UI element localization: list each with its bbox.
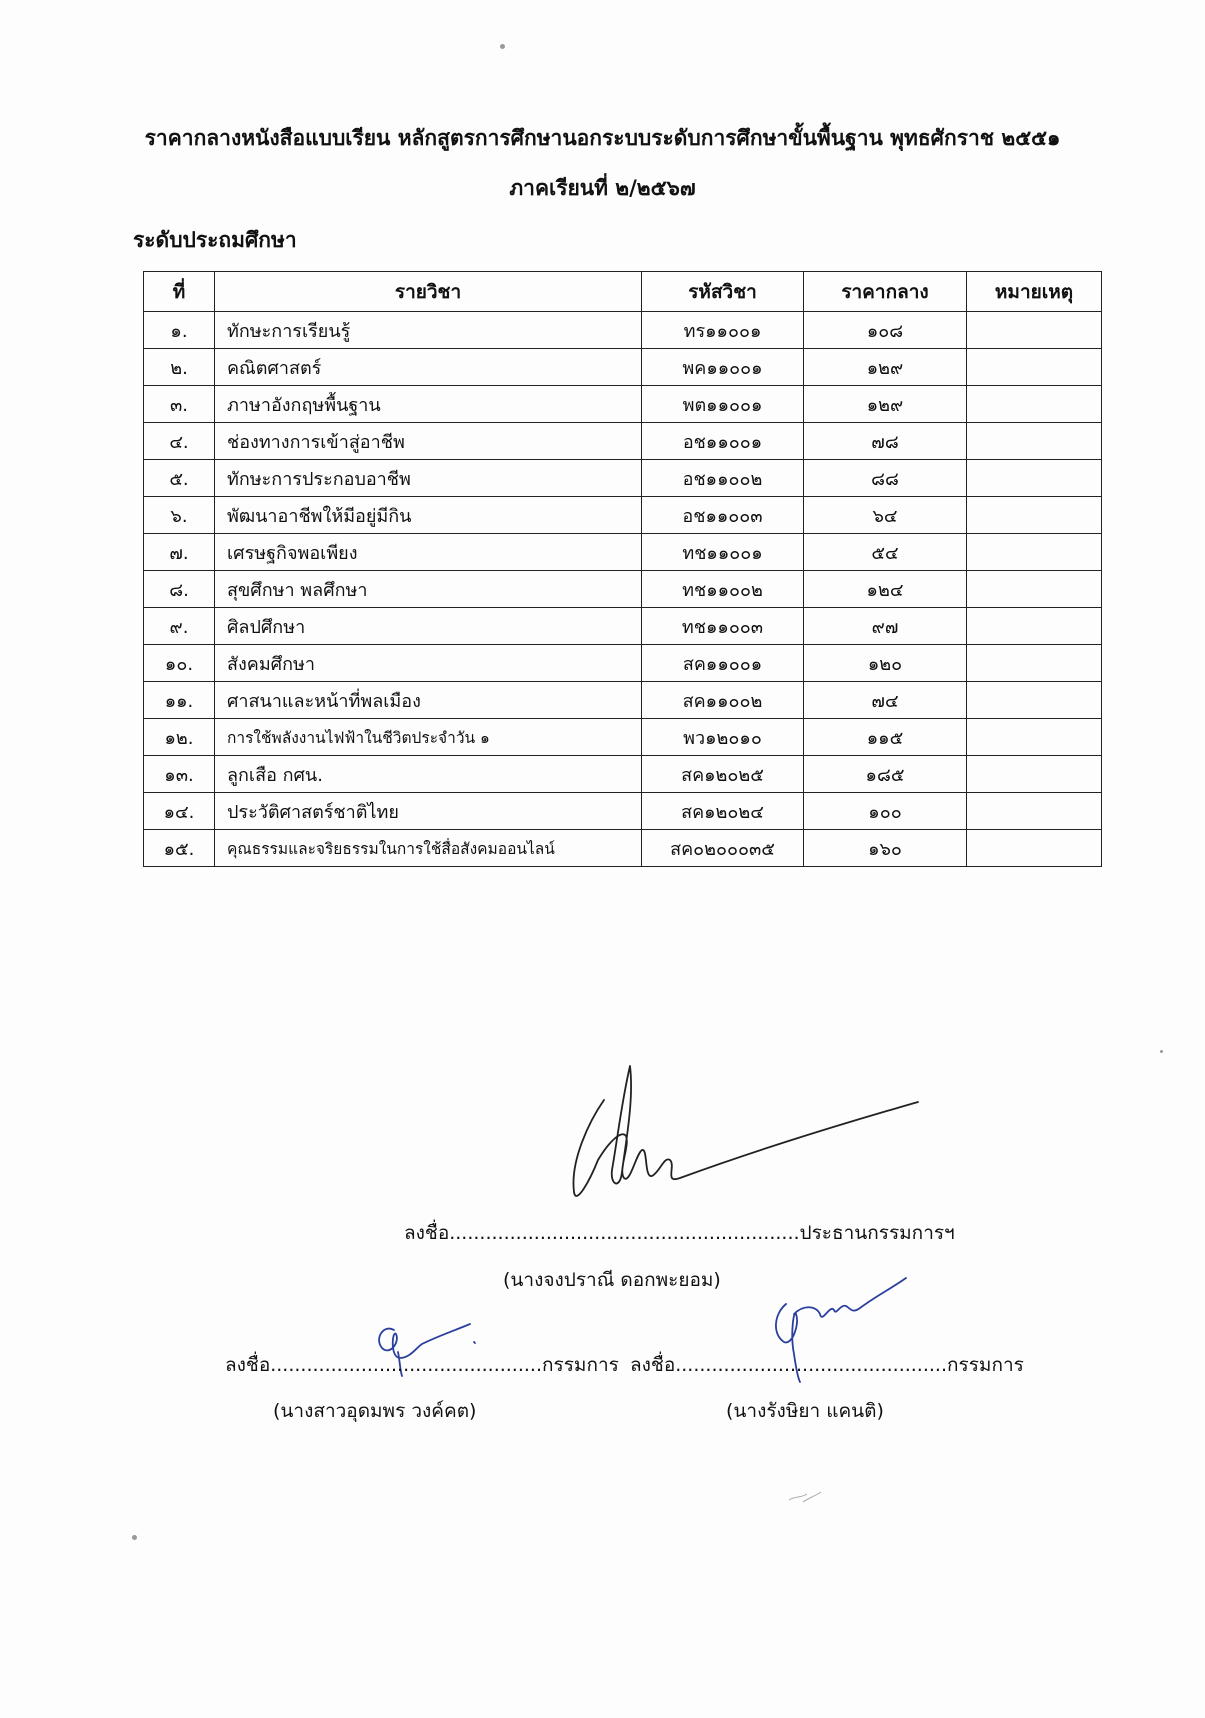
table-row	[144, 497, 1102, 534]
header-no: ที่	[144, 272, 215, 312]
member1-name: (นางสาวอุดมพร วงค์คต)	[273, 1400, 477, 1422]
header-code: รหัสวิชา	[642, 272, 804, 312]
row-note	[967, 349, 1102, 386]
table-row	[144, 312, 1102, 349]
row-price: ๗๔	[804, 682, 967, 719]
row-subject: สุขศึกษา พลศึกษา	[215, 571, 642, 608]
row-note	[967, 571, 1102, 608]
row-code: อช๑๑๐๐๓	[642, 497, 804, 534]
row-subject: เศรษฐกิจพอเพียง	[215, 534, 642, 571]
row-note	[967, 460, 1102, 497]
table-row	[144, 793, 1102, 830]
row-subject: พัฒนาอาชีพให้มีอยู่มีกิน	[215, 497, 642, 534]
row-number: ๑๑.	[144, 682, 215, 719]
price-table	[143, 271, 1102, 867]
row-number: ๑๓.	[144, 756, 215, 793]
table-row	[144, 534, 1102, 571]
row-code: สค๑๒๐๒๕	[642, 756, 804, 793]
scan-speck	[500, 44, 505, 49]
row-note	[967, 312, 1102, 349]
table-row	[144, 349, 1102, 386]
row-number: ๑.	[144, 312, 215, 349]
row-note	[967, 682, 1102, 719]
row-subject: การใช้พลังงานไฟฟ้าในชีวิตประจำวัน ๑	[215, 719, 642, 756]
row-code: อช๑๑๐๐๑	[642, 423, 804, 460]
row-number: ๓.	[144, 386, 215, 423]
row-number: ๕.	[144, 460, 215, 497]
row-subject: ประวัติศาสตร์ชาติไทย	[215, 793, 642, 830]
row-note	[967, 645, 1102, 682]
row-price: ๑๒๙	[804, 349, 967, 386]
member1-sign-line: ลงชื่อ.............................................กรรมการ	[225, 1354, 619, 1376]
row-price: ๑๑๕	[804, 719, 967, 756]
table-row	[144, 682, 1102, 719]
row-code: ทช๑๑๐๐๓	[642, 608, 804, 645]
row-number: ๑๔.	[144, 793, 215, 830]
member2-sign-line: ลงชื่อ.............................................กรรมการ	[630, 1354, 1024, 1376]
table-row	[144, 645, 1102, 682]
row-code: พต๑๑๐๐๑	[642, 386, 804, 423]
row-number: ๑๒.	[144, 719, 215, 756]
row-subject: คุณธรรมและจริยธรรมในการใช้สื่อสังคมออนไลน์	[215, 830, 642, 867]
chair-name: (นางจงปราณี ดอกพะยอม)	[503, 1269, 721, 1291]
row-code: ทช๑๑๐๐๒	[642, 571, 804, 608]
row-note	[967, 423, 1102, 460]
row-number: ๒.	[144, 349, 215, 386]
row-price: ๑๐๐	[804, 793, 967, 830]
row-code: พว๑๒๐๑๐	[642, 719, 804, 756]
row-number: ๔.	[144, 423, 215, 460]
row-price: ๑๐๘	[804, 312, 967, 349]
row-code: สค๑๑๐๐๑	[642, 645, 804, 682]
row-code: อช๑๑๐๐๒	[642, 460, 804, 497]
row-code: พค๑๑๐๐๑	[642, 349, 804, 386]
scan-speck	[1160, 1050, 1163, 1053]
row-note	[967, 793, 1102, 830]
table-header-row	[144, 272, 1102, 312]
member2-name: (นางรังษิยา แคนติ)	[726, 1400, 884, 1422]
row-price: ๗๘	[804, 423, 967, 460]
row-number: ๘.	[144, 571, 215, 608]
row-subject: ภาษาอังกฤษพื้นฐาน	[215, 386, 642, 423]
row-price: ๖๔	[804, 497, 967, 534]
document-title: ราคากลางหนังสือแบบเรียน หลักสูตรการศึกษานอกระบบระดับการศึกษาขั้นพื้นฐาน พุทธศักราช ๒๕๕๑	[144, 126, 1061, 150]
table-row	[144, 386, 1102, 423]
row-note	[967, 608, 1102, 645]
header-price: ราคากลาง	[804, 272, 967, 312]
row-note	[967, 756, 1102, 793]
row-code: สค๑๒๐๒๔	[642, 793, 804, 830]
semester-subtitle: ภาคเรียนที่ ๒/๒๕๖๗	[509, 176, 696, 200]
row-price: ๘๘	[804, 460, 967, 497]
row-note	[967, 386, 1102, 423]
table-row	[144, 719, 1102, 756]
row-code: ทช๑๑๐๐๑	[642, 534, 804, 571]
row-price: ๕๔	[804, 534, 967, 571]
row-note	[967, 830, 1102, 867]
row-subject: ศิลปศึกษา	[215, 608, 642, 645]
row-number: ๑๕.	[144, 830, 215, 867]
chair-signature	[560, 1060, 920, 1210]
row-code: สค๐๒๐๐๐๓๕	[642, 830, 804, 867]
row-subject: ทักษะการประกอบอาชีพ	[215, 460, 642, 497]
row-price: ๑๒๔	[804, 571, 967, 608]
row-price: ๑๘๕	[804, 756, 967, 793]
row-subject: ทักษะการเรียนรู้	[215, 312, 642, 349]
scan-speck	[132, 1535, 137, 1540]
table-row	[144, 571, 1102, 608]
row-code: สค๑๑๐๐๒	[642, 682, 804, 719]
row-subject: ลูกเสือ กศน.	[215, 756, 642, 793]
chair-sign-line: ลงชื่อ..........................................................ประธานกรรมการฯ	[404, 1222, 955, 1244]
row-number: ๗.	[144, 534, 215, 571]
row-note	[967, 497, 1102, 534]
row-subject: คณิตศาสตร์	[215, 349, 642, 386]
row-number: ๙.	[144, 608, 215, 645]
table-row	[144, 756, 1102, 793]
row-subject: ช่องทางการเข้าสู่อาชีพ	[215, 423, 642, 460]
education-level-heading: ระดับประถมศึกษา	[133, 228, 297, 252]
row-price: ๙๗	[804, 608, 967, 645]
header-subject: รายวิชา	[215, 272, 642, 312]
table-row	[144, 460, 1102, 497]
row-number: ๖.	[144, 497, 215, 534]
header-note: หมายเหตุ	[967, 272, 1102, 312]
table-row	[144, 423, 1102, 460]
table-row	[144, 830, 1102, 867]
row-code: ทร๑๑๐๐๑	[642, 312, 804, 349]
row-subject: สังคมศึกษา	[215, 645, 642, 682]
row-price: ๑๒๐	[804, 645, 967, 682]
row-note	[967, 719, 1102, 756]
row-subject: ศาสนาและหน้าที่พลเมือง	[215, 682, 642, 719]
pencil-mark	[785, 1486, 825, 1506]
row-price: ๑๒๙	[804, 386, 967, 423]
row-note	[967, 534, 1102, 571]
row-price: ๑๖๐	[804, 830, 967, 867]
table-row	[144, 608, 1102, 645]
row-number: ๑๐.	[144, 645, 215, 682]
